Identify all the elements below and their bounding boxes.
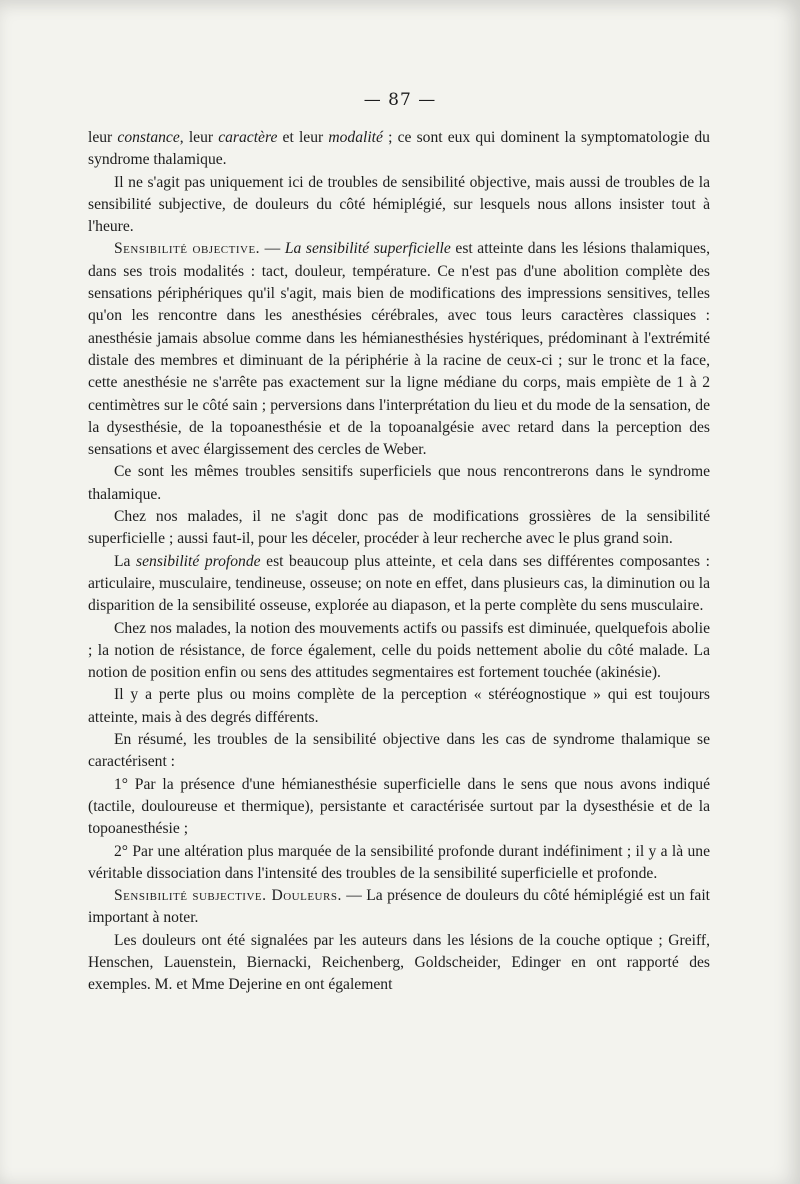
italic-term: modalité bbox=[328, 129, 383, 146]
paragraph bbox=[88, 885, 710, 930]
italic-term: sensibilité profonde bbox=[136, 552, 261, 570]
section-heading: Sensibilité subjective. Douleurs. bbox=[114, 887, 342, 905]
paragraph bbox=[88, 461, 710, 506]
text-run: 1° Par la présence d'une hémianesthésie superficielle dans le sens que nous avons indiqué (tactile, douloureuse et thermique), persistante et caractérisée surtout par la dysesthésie et de la topoanesthésie ; bbox=[88, 775, 710, 838]
text-run: — La présence de douleurs du côté hémiplégié est un fait important à noter. bbox=[88, 887, 710, 927]
italic-term: La sensibilité superficielle bbox=[284, 240, 451, 258]
text-run: Chez nos malades, la notion des mouvements actifs ou passifs est diminuée, quelquefois abolie ; la notion de résistance, de force également, celle du poids nettement abolie du côté malade. La notion de position enfin ou sens des attitudes segmentaires est fortement touchée (akinésie). bbox=[88, 619, 710, 682]
paragraph bbox=[88, 172, 710, 239]
text-run: Les douleurs ont été signalées par les auteurs dans les lésions de la couche optique ; Greiff, Henschen, Lauenstein, Biernacki, Reichenberg, Goldscheider, Edinger en ont rapporté des exemples. M. et Mme Dejerine en ont également bbox=[88, 931, 710, 994]
paragraph bbox=[88, 729, 710, 774]
paragraph bbox=[88, 684, 710, 729]
text-run: Il ne s'agit pas uniquement ici de troubles de sensibilité objective, mais aussi de troubles de la sensibilité subjective, de douleurs du côté hémiplégié, sur lesquels nous allons insister tout à l'heure. bbox=[88, 173, 710, 236]
paragraph bbox=[88, 127, 710, 172]
text-run: — bbox=[260, 240, 285, 258]
paragraph bbox=[88, 841, 710, 886]
paragraph bbox=[88, 618, 710, 685]
paragraph bbox=[88, 238, 710, 461]
text-run: La bbox=[114, 552, 137, 570]
text-run: , leur bbox=[179, 129, 219, 146]
paragraph bbox=[88, 774, 710, 841]
paragraph bbox=[88, 506, 710, 551]
section-heading: Sensibilité objective. bbox=[114, 240, 261, 258]
paragraph bbox=[88, 551, 710, 618]
text-run: ; ce sont eux qui dominent la symptomatologie du syndrome thalamique. bbox=[88, 129, 710, 169]
italic-term: caractère bbox=[218, 129, 278, 146]
italic-term: constance bbox=[117, 129, 180, 146]
text-run: Il y a perte plus ou moins complète de la perception « stéréognostique » qui est toujours atteinte, mais à des degrés différents. bbox=[88, 686, 710, 726]
text-run: est atteinte dans les lésions thalamiques, dans ses trois modalités : tact, douleur, température. Ce n'est pas d'une abolition complète des sensations périphériques qu'il s'agit, mais bien de modifications des impressions sensitives, telles qu'on les rencontre dans les anesthésies cérébrales, avec tous leurs caractères classiques : anesthésie jamais absolue comme dans les hémianesthésies hystériques, prédominant à l'extrémité distale des membres et diminuant de la périphérie à la racine de ceux-ci ; sur le tronc et la face, cette anesthésie ne s'arrête pas exactement sur la ligne médiane du corps, mais empiète de 1 à 2 centimètres sur le côté sain ; perversions dans l'interprétation du lieu et du mode de la sensation, de la dysesthésie, de la topoanesthésie et de la topoanalgésie avec retard dans la perception des sensations et avec élargissement des cercles de Weber. bbox=[88, 240, 710, 459]
text-run: En résumé, les troubles de la sensibilité objective dans les cas de syndrome thalamique se caractérisent : bbox=[88, 731, 710, 771]
paragraph bbox=[88, 930, 710, 997]
text-run: et leur bbox=[277, 129, 329, 146]
page-number: — 87 — bbox=[363, 90, 437, 110]
text-run: leur bbox=[88, 129, 118, 146]
text-run: est beaucoup plus atteinte, et cela dans ses différentes composantes : articulaire, musculaire, tendineuse, osseuse; on note en effet, dans plusieurs cas, la diminution ou la disparition de la sensibilité osseuse, explorée au diapason, et la perte complète du sens musculaire. bbox=[88, 552, 710, 615]
text-run: Chez nos malades, il ne s'agit donc pas de modifications grossières de la sensibilité superficielle ; aussi faut-il, pour les déceler, procéder à leur recherche avec le plus grand soin. bbox=[88, 508, 710, 548]
text-run: 2° Par une altération plus marquée de la sensibilité profonde durant indéfiniment ; il y a là une véritable dissociation dans l'intensité des troubles de la sensibilité superficielle et profonde. bbox=[88, 842, 710, 882]
text-body bbox=[88, 127, 710, 997]
text-run: Ce sont les mêmes troubles sensitifs superficiels que nous rencontrerons dans le syndrome thalamique. bbox=[88, 463, 710, 503]
